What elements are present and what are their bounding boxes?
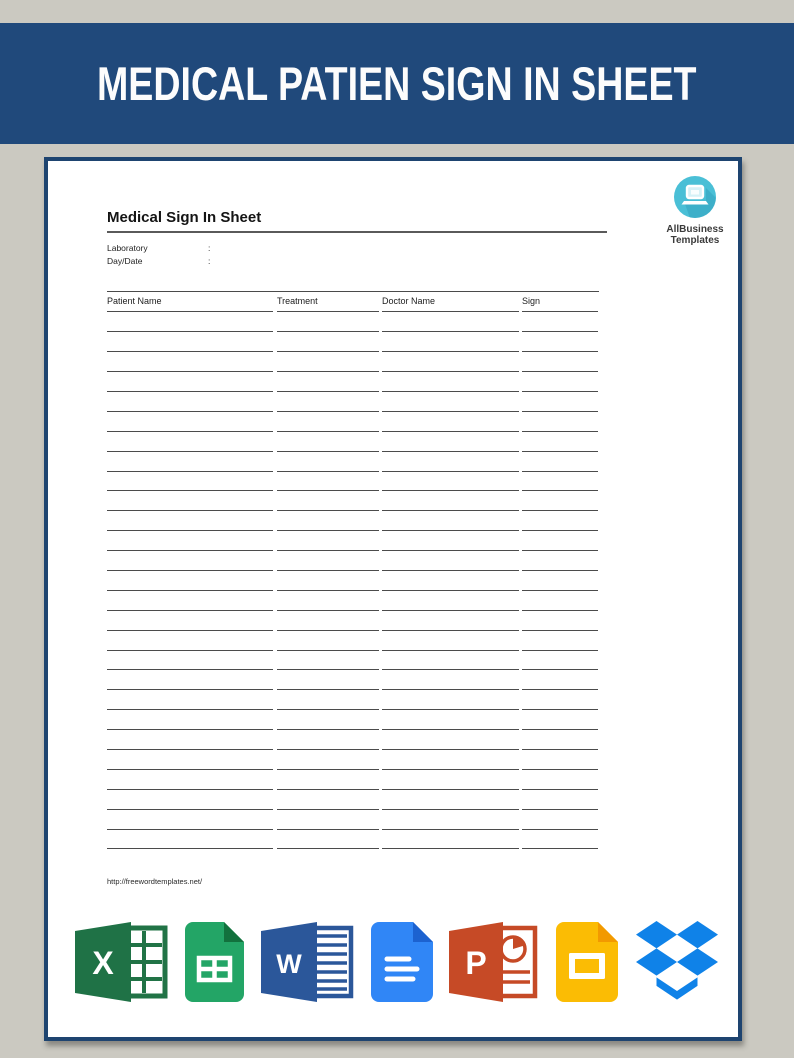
blank-cell bbox=[522, 551, 598, 571]
blank-cell bbox=[107, 472, 273, 492]
blank-table-row bbox=[107, 432, 599, 452]
blank-cell bbox=[107, 332, 273, 352]
blank-cell bbox=[277, 770, 379, 790]
blank-cell bbox=[522, 670, 598, 690]
field-separator: : bbox=[208, 243, 211, 253]
logo-line1: AllBusiness bbox=[666, 224, 724, 235]
blank-cell bbox=[382, 432, 519, 452]
blank-cell bbox=[107, 710, 273, 730]
blank-cell bbox=[277, 830, 379, 850]
blank-table-row bbox=[107, 631, 599, 651]
blank-cell bbox=[107, 511, 273, 531]
blank-cell bbox=[382, 352, 519, 372]
blank-cell bbox=[382, 790, 519, 810]
google-docs-icon[interactable] bbox=[371, 922, 433, 1002]
blank-cell bbox=[277, 790, 379, 810]
blank-cell bbox=[382, 591, 519, 611]
blank-cell bbox=[522, 631, 598, 651]
blank-cell bbox=[277, 432, 379, 452]
blank-table-row bbox=[107, 412, 599, 432]
blank-table-row bbox=[107, 472, 599, 492]
blank-cell bbox=[277, 412, 379, 432]
blank-cell bbox=[277, 352, 379, 372]
blank-cell bbox=[107, 392, 273, 412]
blank-cell bbox=[277, 372, 379, 392]
blank-cell bbox=[522, 312, 598, 332]
blank-cell bbox=[277, 591, 379, 611]
allbusiness-logo[interactable] bbox=[643, 175, 747, 246]
blank-cell bbox=[107, 790, 273, 810]
blank-table-row bbox=[107, 571, 599, 591]
blank-cell bbox=[107, 770, 273, 790]
blank-cell bbox=[107, 631, 273, 651]
blank-cell bbox=[382, 412, 519, 432]
footer-url-link[interactable]: http://freewordtemplates.net/ bbox=[107, 877, 203, 886]
blank-cell bbox=[107, 531, 273, 551]
blank-cell bbox=[277, 730, 379, 750]
blank-cell bbox=[277, 670, 379, 690]
blank-cell bbox=[277, 551, 379, 571]
table-body bbox=[107, 312, 599, 849]
blank-cell bbox=[277, 332, 379, 352]
blank-cell bbox=[277, 452, 379, 472]
blank-table-row bbox=[107, 372, 599, 392]
blank-cell bbox=[522, 392, 598, 412]
blank-cell bbox=[382, 312, 519, 332]
blank-cell bbox=[522, 591, 598, 611]
blank-cell bbox=[382, 750, 519, 770]
blank-cell bbox=[382, 511, 519, 531]
blank-cell bbox=[522, 472, 598, 492]
dropbox-icon[interactable] bbox=[634, 921, 720, 1003]
google-sheets-icon[interactable] bbox=[185, 922, 244, 1002]
logo-line2: Templates bbox=[670, 234, 720, 246]
blank-cell bbox=[277, 710, 379, 730]
svg-text:P: P bbox=[465, 945, 487, 981]
blank-cell bbox=[277, 531, 379, 551]
field-daydate bbox=[107, 255, 327, 268]
blank-cell bbox=[107, 730, 273, 750]
blank-cell bbox=[277, 511, 379, 531]
blank-cell bbox=[277, 472, 379, 492]
blank-cell bbox=[382, 710, 519, 730]
blank-cell bbox=[277, 312, 379, 332]
microsoft-excel-icon[interactable] bbox=[75, 922, 169, 1002]
blank-cell bbox=[382, 730, 519, 750]
blank-table-row bbox=[107, 730, 599, 750]
blank-cell bbox=[277, 611, 379, 631]
google-slides-icon[interactable] bbox=[556, 922, 618, 1002]
blank-cell bbox=[522, 790, 598, 810]
table-header bbox=[107, 291, 599, 312]
blank-cell bbox=[277, 631, 379, 651]
blank-cell bbox=[382, 690, 519, 710]
blank-cell bbox=[382, 571, 519, 591]
svg-text:X: X bbox=[92, 945, 114, 981]
blank-cell bbox=[382, 810, 519, 830]
svg-text:W: W bbox=[275, 949, 302, 979]
page-banner bbox=[0, 23, 794, 144]
blank-table-row bbox=[107, 511, 599, 531]
blank-cell bbox=[522, 452, 598, 472]
blank-cell bbox=[107, 591, 273, 611]
blank-cell bbox=[107, 452, 273, 472]
microsoft-powerpoint-icon[interactable] bbox=[449, 922, 539, 1002]
blank-cell bbox=[522, 332, 598, 352]
blank-cell bbox=[107, 611, 273, 631]
blank-table-row bbox=[107, 312, 599, 332]
blank-cell bbox=[382, 611, 519, 631]
document-card bbox=[44, 157, 742, 1041]
field-label: Day/Date bbox=[107, 256, 143, 266]
blank-cell bbox=[522, 730, 598, 750]
sign-in-table bbox=[107, 291, 599, 849]
column-header-doctor-name: Doctor Name bbox=[382, 292, 519, 312]
blank-table-row bbox=[107, 591, 599, 611]
blank-cell bbox=[107, 372, 273, 392]
file-format-icons bbox=[75, 918, 720, 1006]
blank-table-row bbox=[107, 392, 599, 412]
blank-cell bbox=[382, 531, 519, 551]
blank-cell bbox=[522, 770, 598, 790]
blank-cell bbox=[382, 472, 519, 492]
blank-cell bbox=[382, 392, 519, 412]
blank-cell bbox=[382, 491, 519, 511]
blank-table-row bbox=[107, 750, 599, 770]
blank-cell bbox=[107, 352, 273, 372]
blank-cell bbox=[107, 830, 273, 850]
blank-cell bbox=[522, 750, 598, 770]
blank-cell bbox=[522, 710, 598, 730]
blank-table-row bbox=[107, 352, 599, 372]
blank-table-row bbox=[107, 611, 599, 631]
blank-cell bbox=[277, 651, 379, 671]
blank-cell bbox=[382, 452, 519, 472]
blank-cell bbox=[382, 631, 519, 651]
blank-table-row bbox=[107, 332, 599, 352]
blank-cell bbox=[107, 312, 273, 332]
page-title: MEDICAL PATIEN SIGN IN SHEET bbox=[97, 57, 697, 110]
laptop-icon bbox=[673, 175, 717, 219]
document-title: Medical Sign In Sheet bbox=[107, 209, 262, 226]
blank-table-row bbox=[107, 551, 599, 571]
blank-cell bbox=[522, 511, 598, 531]
blank-cell bbox=[107, 491, 273, 511]
blank-cell bbox=[277, 690, 379, 710]
blank-table-row bbox=[107, 710, 599, 730]
column-header-patient-name: Patient Name bbox=[107, 292, 273, 312]
blank-cell bbox=[107, 551, 273, 571]
blank-cell bbox=[522, 531, 598, 551]
blank-cell bbox=[382, 770, 519, 790]
blank-table-row bbox=[107, 531, 599, 551]
blank-table-row bbox=[107, 770, 599, 790]
blank-cell bbox=[107, 571, 273, 591]
blank-cell bbox=[522, 830, 598, 850]
field-laboratory bbox=[107, 242, 327, 255]
blank-cell bbox=[522, 651, 598, 671]
field-label: Laboratory bbox=[107, 243, 148, 253]
blank-cell bbox=[522, 571, 598, 591]
blank-cell bbox=[277, 571, 379, 591]
blank-table-row bbox=[107, 651, 599, 671]
blank-table-row bbox=[107, 690, 599, 710]
blank-cell bbox=[382, 830, 519, 850]
blank-cell bbox=[277, 810, 379, 830]
blank-cell bbox=[522, 352, 598, 372]
blank-cell bbox=[522, 412, 598, 432]
blank-cell bbox=[522, 432, 598, 452]
blank-table-row bbox=[107, 830, 599, 850]
blank-cell bbox=[107, 670, 273, 690]
field-separator: : bbox=[208, 256, 211, 266]
blank-cell bbox=[277, 392, 379, 412]
fields-block bbox=[107, 242, 327, 268]
title-underline bbox=[107, 231, 607, 233]
blank-table-row bbox=[107, 790, 599, 810]
column-header-treatment: Treatment bbox=[277, 292, 379, 312]
blank-table-row bbox=[107, 491, 599, 511]
blank-table-row bbox=[107, 810, 599, 830]
blank-cell bbox=[277, 750, 379, 770]
blank-cell bbox=[522, 810, 598, 830]
blank-cell bbox=[522, 491, 598, 511]
blank-cell bbox=[107, 690, 273, 710]
blank-cell bbox=[382, 551, 519, 571]
blank-table-row bbox=[107, 670, 599, 690]
blank-cell bbox=[382, 670, 519, 690]
blank-cell bbox=[107, 651, 273, 671]
blank-table-row bbox=[107, 452, 599, 472]
blank-cell bbox=[382, 332, 519, 352]
blank-cell bbox=[382, 651, 519, 671]
blank-cell bbox=[107, 750, 273, 770]
column-header-sign: Sign bbox=[522, 292, 598, 312]
blank-cell bbox=[522, 690, 598, 710]
blank-cell bbox=[522, 372, 598, 392]
blank-cell bbox=[277, 491, 379, 511]
microsoft-word-icon[interactable] bbox=[261, 922, 355, 1002]
blank-cell bbox=[382, 372, 519, 392]
blank-cell bbox=[107, 432, 273, 452]
blank-cell bbox=[107, 810, 273, 830]
blank-cell bbox=[107, 412, 273, 432]
blank-cell bbox=[522, 611, 598, 631]
